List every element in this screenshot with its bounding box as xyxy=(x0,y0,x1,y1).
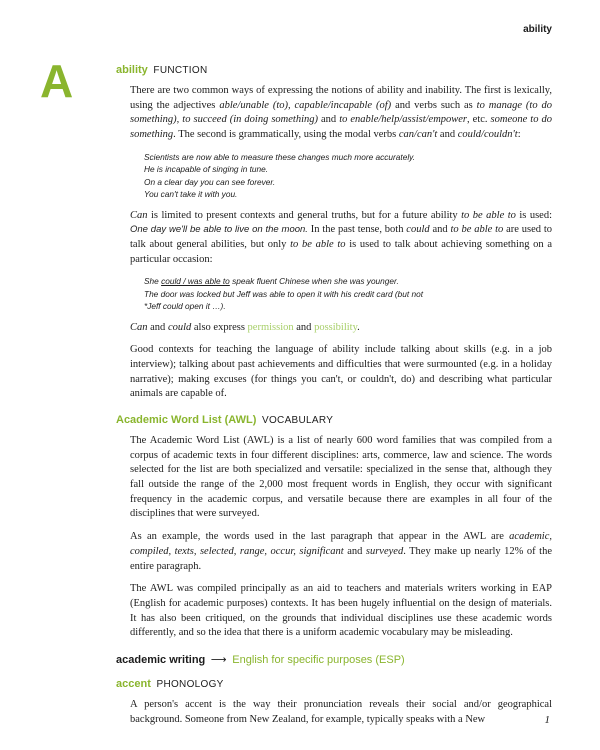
entry-head-ability xyxy=(116,64,552,76)
example-list xyxy=(144,275,552,312)
entry-head-awl xyxy=(116,414,552,426)
example-list xyxy=(144,151,552,201)
headword-ability: ability xyxy=(116,64,148,76)
example-line: You can't take it with you. xyxy=(144,189,238,200)
paragraph: The AWL was compiled principally as an aid to teachers and materials writers working in EAP (English for academic purposes) contexts. It has been hugely influential on the design of materials. It has also been critiqued, on the grounds that individual disciplines use these academic words differently, and so the idea that there is a uniform academic vocabulary may be misleading. xyxy=(130,583,552,639)
example-line: The door was locked but Jeff was able to open it with his credit card (but not xyxy=(144,288,424,299)
paragraph: The Academic Word List (AWL) is a list of nearly 600 word families that was compiled from a corpus of academic texts in four different disciplines: arts, commerce, law and science. The words selected for the list are both specialized and versatile: specialized in the sense that, although they fall outside the range of the 2,000 most frequent words in English, they occur with significant frequency in the academic corpus, and versatile because there are examples in all four of the disciplines that were surveyed. xyxy=(130,435,552,520)
headword-academic-writing: academic writing xyxy=(116,653,206,666)
paragraph: As an example, the words used in the last paragraph that appear in the AWL are academic, compiled, texts, selected, range, occur, significant and surveyed. They make up nearly 12% of the entire paragraph. xyxy=(130,531,552,572)
example-line: He is incapable of singing in tune. xyxy=(144,164,269,175)
cross-reference-esp[interactable]: English for specific purposes (ESP) xyxy=(232,653,405,666)
paragraph: Can is limited to present contexts and general truths, but for a future ability to be able to is used: One day we'll be able to live on the moon. In the past tense, both could and to be able to are used to talk about general abilities, but only to be able to is used to talk about achieving something on a particular occasion: xyxy=(130,209,553,265)
entry-body-awl xyxy=(116,434,552,641)
paragraph: Can and could also express permission and possibility. xyxy=(130,321,360,333)
example-line: She could / was able to speak fluent Chinese when she was younger. xyxy=(144,276,399,287)
arrow-right-icon: ⟶ xyxy=(210,652,227,666)
running-head: ability xyxy=(523,24,552,35)
entry-head-academic-writing xyxy=(116,653,552,666)
cross-reference-possibility[interactable]: possibility xyxy=(314,321,358,333)
headword-awl: Academic Word List (AWL) xyxy=(116,414,257,426)
category-label: VOCABULARY xyxy=(262,415,334,426)
entry-body-accent xyxy=(116,698,552,727)
cross-reference-permission[interactable]: permission xyxy=(247,321,294,333)
section-letter: A xyxy=(40,55,74,107)
example-line: Scientists are now able to measure these changes much more accurately. xyxy=(144,151,416,162)
entry-head-accent xyxy=(116,678,552,690)
page-content xyxy=(116,64,552,735)
paragraph: Good contexts for teaching the language of ability include talking about skills (e.g. in a job interview); talking about past achievements and difficulties that were surmounted (e.g. in a holiday narrative); making excuses (for things you can't, or couldn't, do) and describing what particular animals are capable of. xyxy=(130,344,552,400)
paragraph: A person's accent is the way their pronunciation reveals their social and/or geographical background. Someone from New Zealand, for example, typically speaks with a New xyxy=(130,698,552,725)
headword-accent: accent xyxy=(116,677,151,690)
page-number: 1 xyxy=(544,714,550,726)
entry-body-ability xyxy=(116,84,552,402)
example-line: *Jeff could open it …). xyxy=(144,301,226,312)
paragraph: There are two common ways of expressing the notions of ability and inability. The first is lexically, using the adjectives able/unable (to), capable/incapable (of) and verbs such as to manage (to do something), to succeed (in doing something) and to enable/help/assist/empower, etc. someone to do something. The second is grammatically, using the modal verbs can/can't and could/couldn't: xyxy=(130,85,553,141)
category-label: FUNCTION xyxy=(153,65,208,76)
example-line: On a clear day you can see forever. xyxy=(144,176,276,187)
category-label: PHONOLOGY xyxy=(156,678,224,690)
